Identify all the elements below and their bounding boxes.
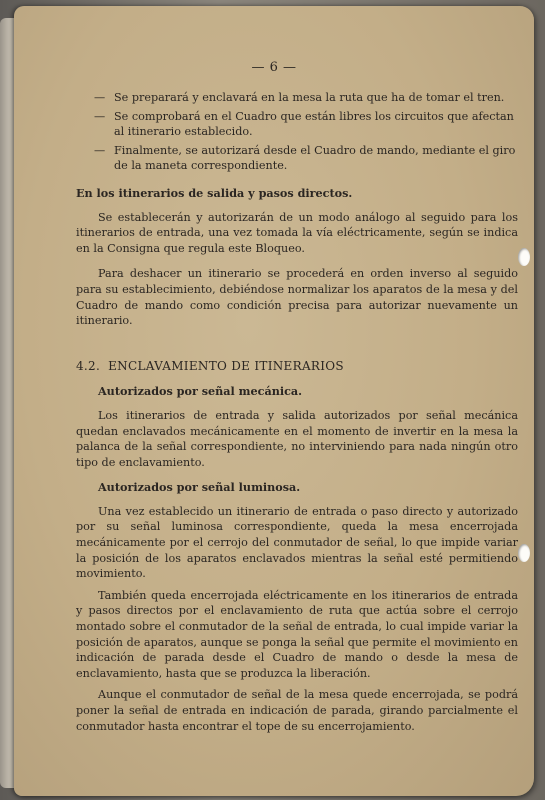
subheading-luminosa: Autorizados por señal luminosa. bbox=[98, 480, 301, 495]
list-item bbox=[76, 90, 518, 106]
list-item bbox=[76, 143, 518, 174]
list-item bbox=[76, 109, 518, 140]
paragraph: Los itinerarios de entrada y salida autorizados por señal mecánica quedan enclavados mecánicamente en el momento de invertir en la mesa la palanca de la señal correspondiente, no interviniendo para nada ningún otro tipo de enclavamiento. bbox=[76, 408, 518, 469]
bullet-dash: — bbox=[94, 143, 106, 157]
heading-salida: En los itinerarios de salida y pasos directos. bbox=[76, 185, 353, 200]
punch-hole bbox=[518, 248, 530, 266]
bullet-dash: — bbox=[94, 109, 106, 123]
paragraph: Aunque el conmutador de señal de la mesa quede encerrojada, se podrá poner la señal de entrada en indicación de parada, girando parcialmente el conmutador hasta encontrar el tope de su encerrojamiento. bbox=[76, 688, 518, 733]
page-content bbox=[76, 90, 518, 734]
document-page bbox=[14, 6, 534, 796]
section-number: 4.2. bbox=[76, 358, 101, 373]
punch-hole bbox=[518, 544, 530, 562]
section-title: ENCLAVAMIENTO DE ITINERARIOS bbox=[108, 358, 344, 373]
list-item-text: Se preparará y enclavará en la mesa la ruta que ha de tomar el tren. bbox=[114, 91, 505, 104]
paragraph: Se establecerán y autorizarán de un modo análogo al seguido para los itinerarios de entrada, una vez tomada la vía eléctricamente, según se indica en la Consigna que regula este Bloqueo. bbox=[76, 210, 518, 255]
subheading-mecanica: Autorizados por señal mecánica. bbox=[98, 384, 303, 399]
page-number: — 6 — bbox=[251, 60, 297, 75]
paragraph: Una vez establecido un itinerario de entrada o paso directo y autorizado por su señal luminosa correspondiente, queda la mesa encerrojada mecánicamente por el cerrojo del conmutador de señal, lo que impide variar la posición de los aparatos enclavados mientras la señal esté permitiendo movimiento. bbox=[76, 504, 518, 581]
section-heading bbox=[76, 359, 518, 375]
paragraph: Para deshacer un itinerario se procederá en orden inverso al seguido para su establecimiento, debiéndose normalizar los aparatos de la mesa y del Cuadro de mando como condición precisa para autorizar nuevamente un itinerario. bbox=[76, 267, 518, 328]
paragraph: También queda encerrojada eléctricamente en los itinerarios de entrada y pasos directos por el enclavamiento de ruta que actúa sobre el cerrojo montado sobre el conmutador de la señal de entrada, lo cual impide variar la posición de aparatos, aunque se ponga la señal que permite el movimiento en indicación de parada desde el Cuadro de mando o desde la mesa de enclavamiento, hasta que se produzca la liberación. bbox=[76, 588, 518, 680]
list-item-text: Se comprobará en el Cuadro que están libres los circuitos que afectan al itinerario establecido. bbox=[114, 109, 514, 139]
list-item-text: Finalmente, se autorizará desde el Cuadro de mando, mediante el giro de la maneta correspondiente. bbox=[114, 143, 516, 173]
bullet-dash: — bbox=[94, 91, 106, 104]
